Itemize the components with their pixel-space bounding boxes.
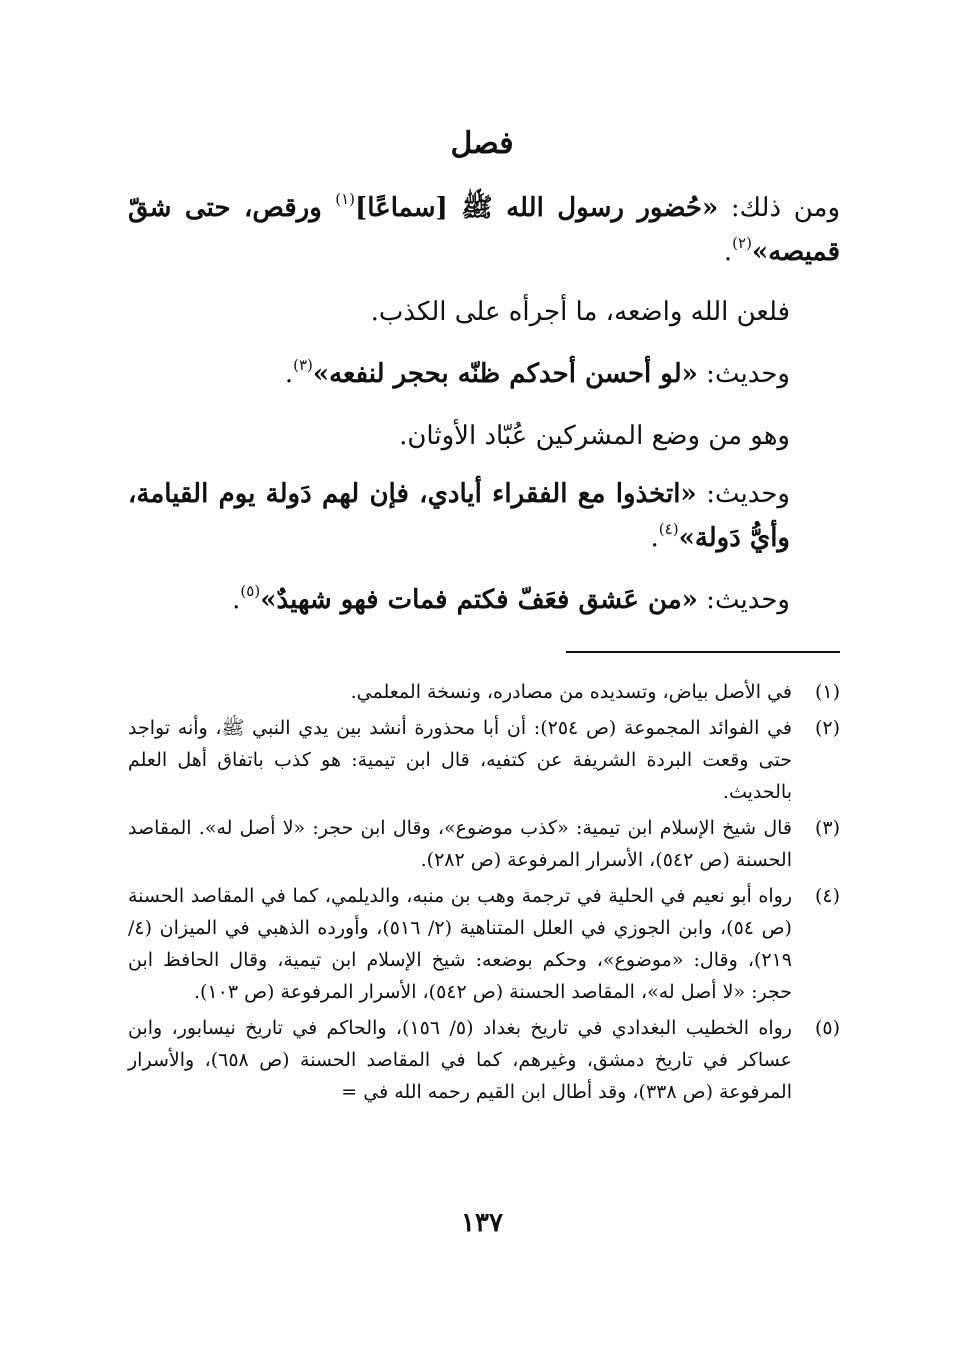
footnote-4 xyxy=(128,880,840,1008)
footnote-marker[interactable]: (٤) xyxy=(658,520,679,538)
paragraph-lead: ومن ذلك: xyxy=(718,193,840,223)
footnote-number: (٤) xyxy=(814,885,840,907)
footnotes xyxy=(128,676,840,1112)
hadith-quote: «اتخذوا مع الفقراء أيادي، فإن لهم دَولة يوم القيامة، وأيُّ دَولة» xyxy=(128,479,790,553)
footnote-text: رواه أبو نعيم في الحلية في ترجمة وهب بن منبه، والديلمي، كما في المقاصد الحسنة (ص ٥٤)، وابن الجوزي في العلل المتناهية (٢/ ٥١٦)، وأورده الذهبي في الميزان (٤/ ٢١٩)، وقال: «موضوع»، وحكم بوضعه: شيخ الإسلام ابن تيمية، وقال الحافظ ابن حجر: «لا أصل له»، المقاصد الحسنة (ص ٥٤٢)، الأسرار المرفوعة (ص ١٠٣). xyxy=(128,885,792,1003)
hadith-quote: «من عَشق فعَفّ فكتم فمات فهو شهيدٌ» xyxy=(260,585,698,615)
paragraph-tail: . xyxy=(232,585,241,615)
footnote-2 xyxy=(128,712,840,808)
footnote-text: في الفوائد المجموعة (ص ٢٥٤): أن أبا محذورة أنشد بين يدي النبي ﷺ، وأنه تواجد حتى وقعت البردة الشريفة عن كتفيه، قال ابن تيمية: هو كذب باتفاق أهل العلم بالحديث. xyxy=(128,717,792,803)
main-text xyxy=(128,414,840,458)
chapter-title: فصل xyxy=(450,126,514,161)
footnote-number: (٥) xyxy=(814,1017,840,1039)
footnote-separator xyxy=(566,651,840,653)
hadith-quote: «حُضور رسول الله ﷺ [سماعًا] xyxy=(355,193,719,223)
footnote-marker[interactable]: (٢) xyxy=(732,234,752,252)
paragraph-tail: . xyxy=(723,237,733,267)
main-text xyxy=(128,578,840,622)
paragraph-3 xyxy=(128,352,840,396)
footnote-text: رواه الخطيب البغدادي في تاريخ بغداد (٥/ ١٥٦)، والحاكم في تاريخ نيسابور، وابن عساكر في تاريخ دمشق، وغيرهم، كما في المقاصد الحسنة (ص ٦٥٨)، والأسرار المرفوعة (ص ٣٣٨)، وقد أطال ابن القيم رحمه الله في = xyxy=(128,1017,792,1103)
footnote-3 xyxy=(128,812,840,876)
paragraph-lead: وحديث: xyxy=(697,359,790,389)
footnote-number: (٢) xyxy=(814,717,840,739)
footnote-number: (٣) xyxy=(814,817,840,839)
main-text xyxy=(128,352,840,396)
paragraph-4: وهو من وضع المشركين عُبّاد الأوثان. xyxy=(399,421,790,451)
footnote-5 xyxy=(128,1012,840,1108)
paragraph-lead: وحديث: xyxy=(697,585,790,615)
page-number: ١٣٧ xyxy=(461,1208,503,1238)
paragraph-2: فلعن الله واضعه، ما أجرأه على الكذب. xyxy=(370,297,790,327)
footnote-number: (١) xyxy=(814,681,840,703)
footnote-text: في الأصل بياض، وتسديده من مصادره، ونسخة المعلمي. xyxy=(350,681,792,703)
paragraph-tail: . xyxy=(650,523,659,553)
hadith-quote: «لو أحسن أحدكم ظنّه بحجر لنفعه» xyxy=(312,359,698,389)
paragraph-1 xyxy=(128,186,840,274)
footnote-1 xyxy=(128,676,840,708)
main-text xyxy=(128,290,840,334)
main-text xyxy=(128,472,840,560)
paragraph-lead: وحديث: xyxy=(696,479,790,509)
footnote-marker[interactable]: (١) xyxy=(335,190,355,208)
main-text xyxy=(128,186,840,274)
paragraph-tail: . xyxy=(284,359,294,389)
footnote-text: قال شيخ الإسلام ابن تيمية: «كذب موضوع»، وقال ابن حجر: «لا أصل له». المقاصد الحسنة (ص ٥٤٢)، الأسرار المرفوعة (ص ٢٨٢). xyxy=(128,817,792,871)
paragraph-5 xyxy=(128,472,840,560)
paragraph-6 xyxy=(128,578,840,622)
hadith-quote-continued: ورقص، حتى شقّ قميصه» xyxy=(128,193,840,267)
footnote-marker[interactable]: (٣) xyxy=(293,356,313,374)
footnote-marker[interactable]: (٥) xyxy=(240,582,261,600)
